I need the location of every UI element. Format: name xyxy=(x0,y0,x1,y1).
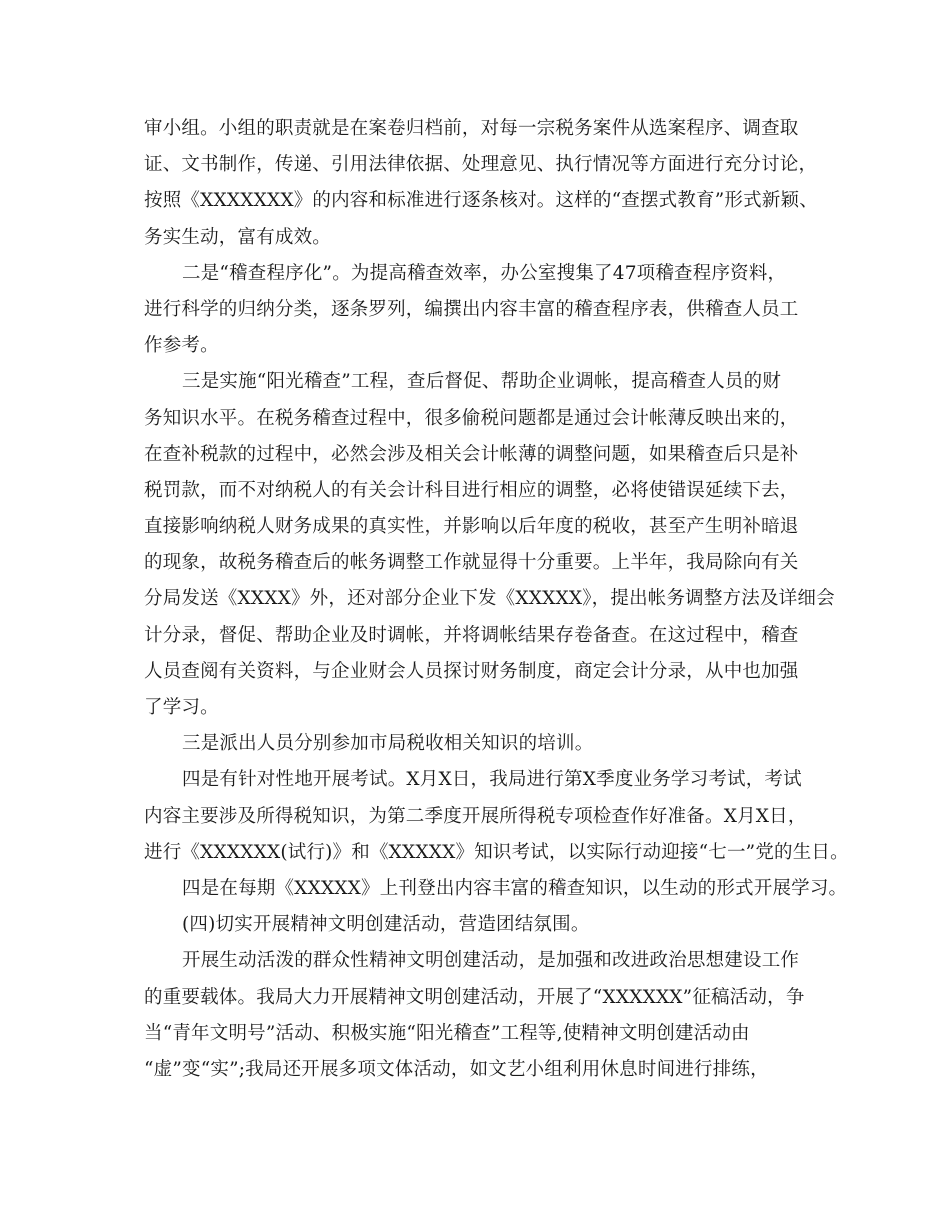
text-line: 按照《XXXXXXX》的内容和标准进行逐条核对。这样的“查摆式教育”形式新颖、 xyxy=(144,190,818,212)
text-line: 三是派出人员分别参加市局税收相关知识的培训。 xyxy=(182,733,594,755)
text-line: 证、文书制作，传递、引用法律依据、处理意见、执行情况等方面进行充分讨论， xyxy=(144,154,818,176)
text-line: 开展生动活泼的群众性精神文明创建活动，是加强和改进政治思想建设工作 xyxy=(182,950,800,972)
text-line: 的重要载体。我局大力开展精神文明创建活动，开展了“XXXXXX”征稿活动，争 xyxy=(144,986,805,1008)
text-line: 人员查阅有关资料，与企业财会人员探讨财务制度，商定会计分录，从中也加强 xyxy=(144,660,799,682)
text-line: 的现象，故税务稽查后的帐务调整工作就显得十分重要。上半年，我局除向有关 xyxy=(144,552,799,574)
text-line: 税罚款，而不对纳税人的有关会计科目进行相应的调整，必将使错误延续下去， xyxy=(144,479,799,501)
text-line: 直接影响纳税人财务成果的真实性，并影响以后年度的税收，甚至产生明补暗退 xyxy=(144,516,799,538)
text-line: 了学习。 xyxy=(144,697,219,718)
text-line: 分局发送《XXXX》外，还对部分企业下发《XXXXX》，提出帐务调整方法及详细会 xyxy=(144,588,835,610)
text-line: 四是有针对性地开展考试。X月X日，我局进行第X季度业务学习考试，考试 xyxy=(182,769,802,791)
text-line: 进行科学的归纳分类，逐条罗列，编撰出内容丰富的稽查程序表，供稽查人员工 xyxy=(144,298,799,320)
document-body xyxy=(144,111,849,1088)
text-line: 内容主要涉及所得税知识，为第二季度开展所得税专项检查作好准备。X月X日， xyxy=(144,805,807,827)
text-line: 三是实施“阳光稽查”工程，查后督促、帮助企业调帐，提高稽查人员的财 xyxy=(182,371,782,393)
text-line: 四是在每期《XXXXX》上刊登出内容丰富的稽查知识，以生动的形式开展学习。 xyxy=(182,877,848,899)
text-line: 务知识水平。在税务稽查过程中，很多偷税问题都是通过会计帐薄反映出来的， xyxy=(144,407,799,429)
text-line: 二是“稽查程序化”。为提高稽查效率，办公室搜集了47项稽查程序资料， xyxy=(182,262,787,284)
text-line: 进行《XXXXXX(试行)》和《XXXXX》知识考试，以实际行动迎接“七一”党的生日。 xyxy=(144,841,849,863)
text-line: 当“青年文明号”活动、积极实施“阳光稽查”工程等,使精神文明创建活动由 xyxy=(144,1022,750,1044)
text-line: 在查补税款的过程中，必然会涉及相关会计帐薄的调整问题，如果稽查后只是补 xyxy=(144,443,799,465)
text-line: (四)切实开展精神文明创建活动，营造团结氛围。 xyxy=(182,914,590,936)
text-line: 计分录，督促、帮助企业及时调帐，并将调帐结果存卷备查。在这过程中，稽查 xyxy=(144,624,799,646)
text-line: 审小组。小组的职责就是在案卷归档前，对每一宗税务案件从选案程序、调查取 xyxy=(144,118,799,139)
text-line: 务实生动，富有成效。 xyxy=(144,226,332,248)
text-line: “虚”变“实”;我局还开展多项文体活动，如文艺小组利用休息时间进行排练， xyxy=(144,1058,769,1080)
text-line: 作参考。 xyxy=(144,335,219,357)
